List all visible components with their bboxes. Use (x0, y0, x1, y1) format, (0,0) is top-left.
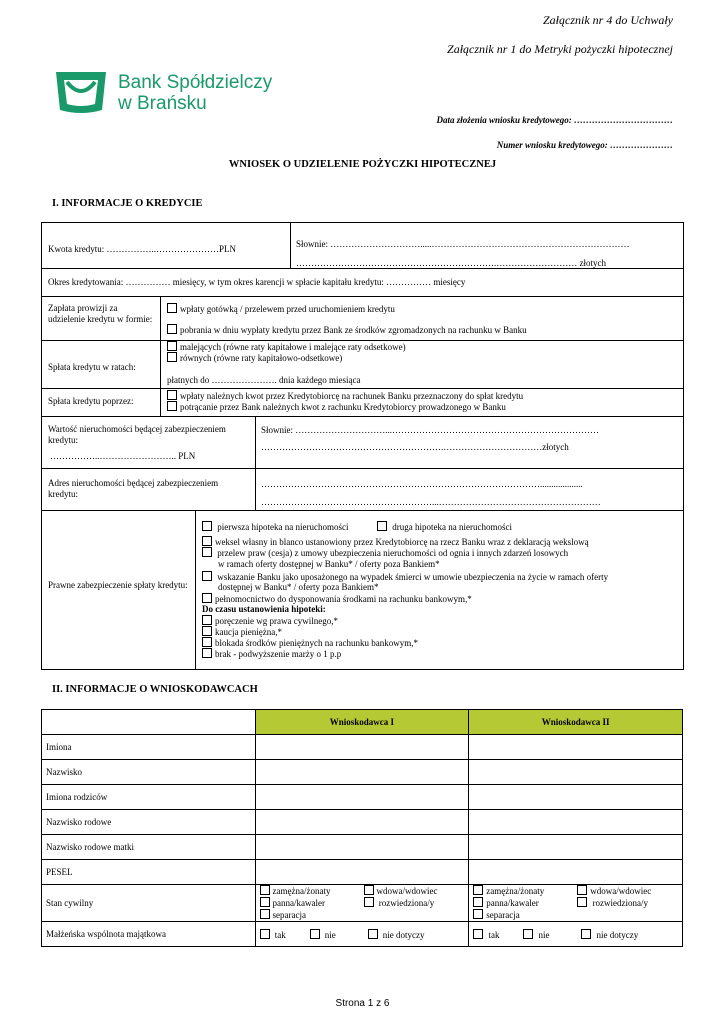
checkbox-icon[interactable] (364, 885, 374, 895)
annex-note-1: Załącznik nr 4 do Uchwały (543, 13, 673, 27)
checkbox-icon[interactable] (202, 547, 212, 557)
commission-option-cash[interactable]: wpłaty gotówką / przelewem przed uruchomieniem kredytu (167, 303, 395, 315)
bank-name: Bank Spółdzielczy w Brańsku (118, 72, 273, 114)
application-date: Data złożenia wniosku kredytowego: …………………………… (436, 115, 673, 125)
page-number: Strona 1 z 6 (335, 998, 390, 1009)
checkbox-icon[interactable] (202, 536, 212, 546)
applicant-1-surname[interactable] (255, 760, 469, 785)
checkbox-icon[interactable] (202, 593, 212, 603)
page-title: WNIOSEK O UDZIELENIE POŻYCZKI HIPOTECZNEJ (228, 159, 497, 170)
applicant-2-civil-status: zamężna/żonaty wdowa/wdowiec panna/kawaler rozwiedziona/y separacja (469, 885, 683, 922)
security-first-mortgage[interactable]: pierwsza hipoteka na nieruchomości (202, 521, 348, 533)
application-number: Numer wniosku kredytowego: ………………… (496, 140, 673, 150)
checkbox-icon[interactable] (260, 885, 270, 895)
applicant-2-surname[interactable] (469, 760, 683, 785)
applicant-1-maiden-name[interactable] (255, 810, 469, 835)
table-row-marital-property: Małżeńska wspólnota majątkowa tak nie nie dotyczy tak nie nie dotyczy (42, 922, 683, 947)
commission-label: Zapłata prowizji za udzielenie kredytu w formie: (48, 303, 153, 324)
loan-amount-field[interactable]: Kwota kredytu: ……………..…………………PLN (48, 244, 236, 254)
loan-amount-words-line2[interactable]: ………………………………………………………….……………………… złotych (296, 258, 606, 268)
loan-period-field[interactable]: Okres kredytowania: …………… miesięcy, w tym okres karencji w spłacie kapitału kredytu: …………… miesięcy (48, 277, 466, 287)
property-value-label: Wartość nieruchomości będącej zabezpieczeniem kredytu: (48, 424, 226, 445)
applicant-1-pesel[interactable] (255, 860, 469, 885)
security-beneficiary-line2: dostępnej w Banku* / oferty poza Bankiem* (218, 582, 379, 592)
security-until-mortgage-heading: Do czasu ustanowienia hipoteki: (202, 604, 326, 614)
applicant-2-mother-maiden-name[interactable] (469, 835, 683, 860)
security-deposit[interactable]: kaucja pieniężna,* (202, 626, 282, 638)
checkbox-icon[interactable] (202, 637, 212, 647)
security-second-mortgage[interactable]: druga hipoteka na nieruchomości (377, 521, 512, 533)
security-promissory-note[interactable]: weksel własny in blanco ustanowiony przez Kredytobiorcę na rzecz Banku wraz z deklaracją wekslową (202, 536, 589, 548)
checkbox-icon[interactable] (260, 929, 270, 939)
section-1-heading: I. INFORMACJE O KREDYCIE (52, 198, 203, 209)
installments-option-decreasing[interactable]: malejących (równe raty kapitałowe i malejące raty odsetkowe) (167, 341, 406, 353)
installments-label: Spłata kredytu w ratach: (48, 362, 136, 372)
security-guarantee[interactable]: poręczenie wg prawa cywilnego,* (202, 615, 338, 627)
checkbox-icon[interactable] (523, 929, 533, 939)
checkbox-icon[interactable] (364, 897, 374, 907)
bank-logo-icon (50, 70, 112, 114)
applicant-2-parents-names[interactable] (469, 785, 683, 810)
checkbox-icon[interactable] (577, 885, 587, 895)
applicant-1-mother-maiden-name[interactable] (255, 835, 469, 860)
checkbox-icon[interactable] (202, 521, 212, 531)
installments-option-equal[interactable]: równych (równe raty kapitałowo-odsetkowe) (167, 352, 342, 364)
property-address-label: Adres nieruchomości będącej zabezpieczeniem kredytu: (48, 478, 219, 499)
security-funds-block[interactable]: blokada środków pieniężnych na rachunku bankowym,* (202, 637, 418, 649)
checkbox-icon[interactable] (260, 909, 270, 919)
applicant-2-header: Wnioskodawca II (469, 710, 683, 735)
checkbox-icon[interactable] (368, 929, 378, 939)
table-row: Imiona rodziców (42, 785, 683, 810)
applicant-1-first-names[interactable] (255, 735, 469, 760)
table-row: Imiona (42, 735, 683, 760)
applicant-1-marital-property: tak nie nie dotyczy (255, 922, 469, 947)
section-2-heading: II. INFORMACJE O WNIOSKODAWCACH (52, 684, 258, 695)
loan-amount-words-field[interactable]: Słownie: ………………………….....………………………………………………………… (296, 239, 630, 249)
applicant-2-pesel[interactable] (469, 860, 683, 885)
security-power-of-attorney[interactable]: pełnomocnictwo do dysponowania środkami na rachunku bankowym,* (202, 593, 472, 605)
checkbox-icon[interactable] (167, 401, 177, 411)
checkbox-icon[interactable] (167, 341, 177, 351)
checkbox-icon[interactable] (202, 571, 212, 581)
applicant-2-marital-property: tak nie nie dotyczy (469, 922, 683, 947)
checkbox-icon[interactable] (167, 303, 177, 313)
property-value-field[interactable]: ……………..…………………….. PLN (50, 451, 196, 461)
checkbox-icon[interactable] (377, 521, 387, 531)
table-row: Nazwisko (42, 760, 683, 785)
security-assignment[interactable]: przelew praw (cesja) z umowy ubezpieczenia nieruchomości od ognia i innych zdarzeń losowych (202, 547, 680, 559)
annex-note-2: Załącznik nr 1 do Metryki pożyczki hipotecznej (447, 42, 673, 56)
checkbox-icon[interactable] (473, 909, 483, 919)
security-label: Prawne zabezpieczenie spłaty kredytu: (48, 580, 188, 590)
security-beneficiary[interactable]: wskazanie Banku jako uposażonego na wypadek śmierci w umowie ubezpieczenia na życie w ramach oferty (202, 571, 608, 583)
repayment-option-transfer[interactable]: wpłaty należnych kwot przez Kredytobiorcę na rachunek Banku przeznaczony do spłat kredytu (167, 390, 523, 402)
checkbox-icon[interactable] (473, 885, 483, 895)
table-row: Nazwisko rodowe matki (42, 835, 683, 860)
table-row: PESEL (42, 860, 683, 885)
checkbox-icon[interactable] (581, 929, 591, 939)
checkbox-icon[interactable] (473, 929, 483, 939)
checkbox-icon[interactable] (167, 324, 177, 334)
installments-due-day-field[interactable]: płatnych do …………………. dnia każdego miesiąca (167, 375, 361, 385)
checkbox-icon[interactable] (310, 929, 320, 939)
checkbox-icon[interactable] (577, 897, 587, 907)
property-value-words-field[interactable]: Słownie: …………………………...…………………………………………………………… (261, 425, 600, 435)
checkbox-icon[interactable] (202, 626, 212, 636)
repayment-label: Spłata kredytu poprzez: (48, 396, 134, 406)
checkbox-icon[interactable] (167, 390, 177, 400)
checkbox-icon[interactable] (202, 648, 212, 658)
applicant-1-parents-names[interactable] (255, 785, 469, 810)
security-none-margin[interactable]: brak - podwyższenie marży o 1 p.p (202, 648, 341, 660)
applicant-2-maiden-name[interactable] (469, 810, 683, 835)
checkbox-icon[interactable] (473, 897, 483, 907)
property-value-words-line2[interactable]: …………………………………………………….……………………………złotych (261, 442, 569, 452)
repayment-option-deduction[interactable]: potrącanie przez Bank należnych kwot z rachunku Kredytobiorcy prowadzonego w Banku (167, 401, 506, 413)
checkbox-icon[interactable] (167, 352, 177, 362)
applicant-2-first-names[interactable] (469, 735, 683, 760)
applicants-table (41, 709, 683, 947)
table-row: Nazwisko rodowe (42, 810, 683, 835)
checkbox-icon[interactable] (260, 897, 270, 907)
commission-option-deduct[interactable]: pobrania w dniu wypłaty kredytu przez Bank ze środków zgromadzonych na rachunku w Banku (167, 324, 527, 336)
property-address-line2[interactable]: …………………………………………………...……………………………………………… (261, 497, 601, 507)
checkbox-icon[interactable] (202, 615, 212, 625)
applicant-1-civil-status: zamężna/żonaty wdowa/wdowiec panna/kawaler rozwiedziona/y separacja (255, 885, 469, 922)
property-address-field[interactable]: …………………………………………………………………………………................... (261, 479, 583, 489)
applicant-1-header: Wnioskodawca I (255, 710, 469, 735)
table-row-civil-status: Stan cywilny zamężna/żonaty wdowa/wdowiec panna/kawaler rozwiedziona/y separacja zamężna/żonaty wdowa/wdowiec panna/kawaler rozwiedziona/y separacja (42, 885, 683, 922)
table-header-row (42, 710, 683, 735)
security-assignment-line2: w ramach oferty dostępnej w Banku* / oferty poza Bankiem* (218, 559, 440, 569)
